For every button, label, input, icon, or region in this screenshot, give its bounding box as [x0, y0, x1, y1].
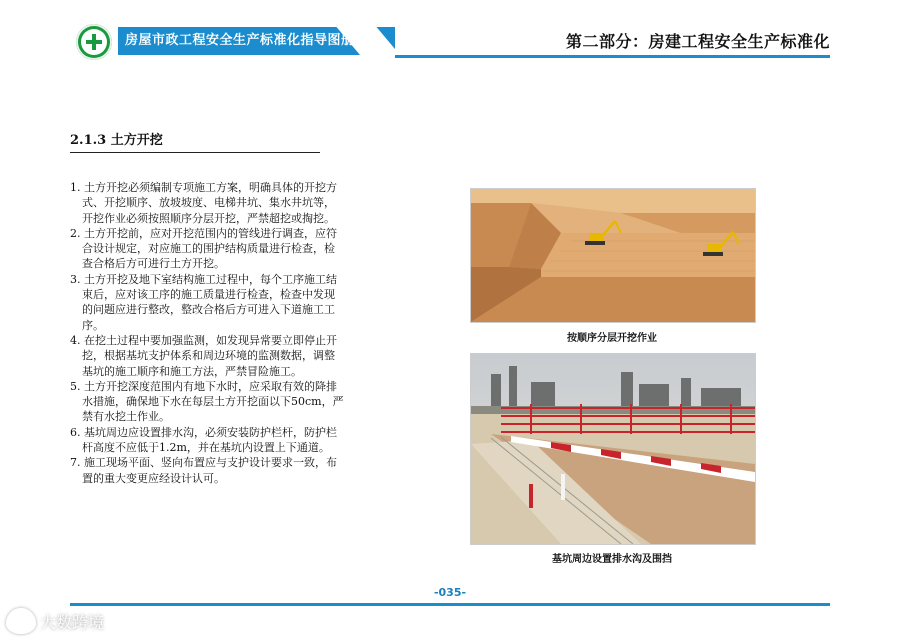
list-item: 6. 基坑周边应设置排水沟，必须安装防护栏杆，防护栏杆高度不应低于1.2m，并在基坑内设置上下通道。	[70, 425, 337, 455]
safety-cross-logo-icon	[76, 24, 112, 60]
figure-caption: 基坑周边设置排水沟及围挡	[552, 554, 672, 565]
heading-divider	[70, 152, 320, 153]
list-item: 3. 土方开挖及地下室结构施工过程中，每个工序施工结束后，应对该工序的施工质量进行检查，检查中发现的问题应进行整改，整改合格后方可进入下道施工工序。	[70, 272, 337, 332]
footer-rule	[70, 603, 830, 606]
requirement-list	[70, 180, 345, 486]
header-rule	[395, 55, 830, 58]
manual-title: 房屋市政工程安全生产标准化指导图册	[125, 33, 355, 48]
brand-logo-icon	[6, 608, 36, 634]
list-item: 5. 土方开挖深度范围内有地下水时，应采取有效的降排水措施，确保地下水在每层土方开挖面以下50cm，严禁有水挖土作业。	[70, 379, 344, 424]
page-number: -035-	[433, 586, 467, 599]
watermark	[6, 608, 104, 634]
part-title: 第二部分：房建工程安全生产标准化	[565, 32, 830, 51]
excavation-illustration-graphic	[471, 189, 755, 322]
figure-caption: 按顺序分层开挖作业	[567, 333, 657, 344]
site-photo	[470, 353, 756, 545]
site-photo-graphic	[471, 354, 755, 544]
section-heading: 2.1.3 土方开挖	[70, 133, 163, 148]
list-item: 1. 土方开挖必须编制专项施工方案，明确具体的开挖方式、开挖顺序、放坡坡度、电梯井坑、集水井坑等，开挖作业必须按照顺序分层开挖，严禁超挖或掏挖。	[70, 181, 337, 225]
list-item: 4. 在挖土过程中要加强监测，如发现异常要立即停止开挖，根据基坑支护体系和周边环境的监测数据，调整基坑的施工顺序和施工方法，严禁冒险施工。	[70, 333, 337, 378]
excavation-illustration	[470, 188, 756, 323]
watermark-text: 大数跨境	[40, 612, 105, 632]
list-item: 2. 土方开挖前，应对开挖范围内的管线进行调查，应符合设计规定，对应施工的围护结构质量进行检查，检查合格后方可进行土方开挖。	[70, 226, 337, 271]
list-item: 7. 施工现场平面、竖向布置应与支护设计要求一致，布置的重大变更应经设计认可。	[70, 456, 337, 485]
